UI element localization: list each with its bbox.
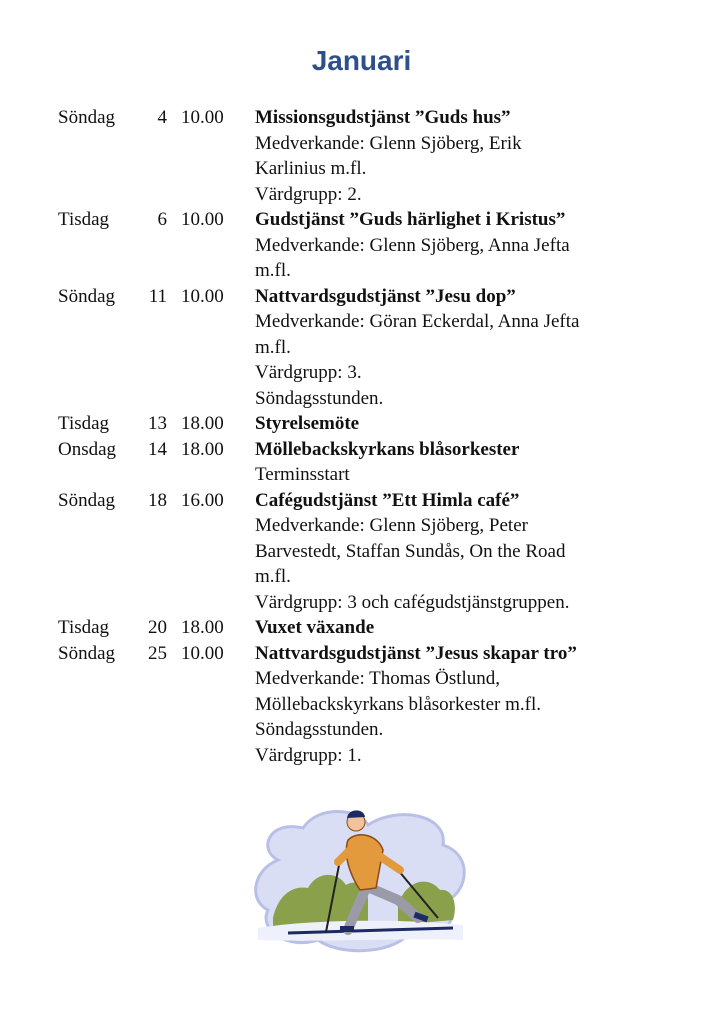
event-description (255, 437, 655, 488)
event-day: Söndag (58, 489, 115, 511)
event-description (255, 641, 655, 769)
event-row (0, 411, 723, 437)
event-day: Tisdag (58, 413, 110, 434)
event-description (255, 284, 655, 412)
event-day: Söndag (58, 642, 115, 664)
event-day: Onsdag (58, 438, 117, 460)
event-detail-line: m.fl. (255, 566, 291, 587)
event-detail-line: Möllebackskyrkans blåsorkester m.fl. (255, 693, 541, 715)
event-row (0, 207, 723, 284)
event-row (0, 488, 723, 616)
event-time: 10.00 (181, 107, 224, 128)
event-time: 10.00 (181, 642, 224, 664)
month-title: Januari (311, 45, 412, 76)
event-detail-line: Söndagsstunden. (255, 387, 384, 409)
event-detail-line: Barvestedt, Staffan Sundås, On the Road (255, 540, 566, 562)
event-date: 6 (157, 209, 167, 230)
event-detail-line: Medverkande: Glenn Sjöberg, Erik (255, 132, 522, 154)
event-time: 10.00 (181, 209, 224, 230)
event-title: Vuxet växande (255, 617, 375, 638)
event-detail-line: Medverkande: Glenn Sjöberg, Peter (255, 515, 528, 536)
event-detail-line: Värdgrupp: 2. (255, 183, 362, 205)
event-row (0, 615, 723, 641)
event-description (255, 411, 655, 437)
event-time: 18.00 (181, 617, 224, 638)
event-description (255, 488, 655, 616)
event-date: 20 (148, 617, 167, 638)
event-detail-line: Medverkande: Göran Eckerdal, Anna Jefta (255, 311, 580, 332)
cross-country-skier-icon (248, 800, 478, 960)
event-detail-line: Medverkande: Thomas Östlund, (255, 668, 501, 689)
event-detail-line: Värdgrupp: 3. (255, 362, 362, 383)
event-time: 16.00 (181, 489, 224, 511)
event-date: 4 (157, 107, 167, 128)
event-detail-line: Terminsstart (255, 464, 350, 485)
event-detail-line: Söndagsstunden. (255, 719, 384, 740)
event-date: 13 (148, 413, 167, 434)
event-time: 10.00 (181, 285, 224, 307)
event-description (255, 105, 655, 207)
event-day: Tisdag (58, 617, 110, 638)
event-date: 14 (148, 438, 167, 460)
event-row (0, 437, 723, 488)
event-detail-line: Värdgrupp: 1. (255, 744, 362, 766)
event-detail-line: Karlinius m.fl. (255, 158, 367, 179)
event-date: 11 (148, 285, 167, 307)
event-detail-line: m.fl. (255, 260, 291, 281)
event-row (0, 105, 723, 207)
event-title: Möllebackskyrkans blåsorkester (255, 438, 520, 460)
event-row (0, 284, 723, 412)
event-title: Cafégudstjänst ”Ett Himla café” (255, 489, 520, 511)
event-schedule (0, 105, 723, 768)
event-detail-line: Värdgrupp: 3 och cafégudstjänstgruppen. (255, 591, 570, 613)
event-date: 18 (148, 489, 167, 511)
event-title: Missionsgudstjänst ”Guds hus” (255, 107, 511, 128)
event-title: Gudstjänst ”Guds härlighet i Kristus” (255, 209, 566, 230)
event-description (255, 615, 655, 641)
boot-back (340, 926, 354, 932)
event-time: 18.00 (181, 413, 224, 434)
event-title: Styrelsemöte (255, 413, 360, 434)
event-date: 25 (148, 642, 167, 664)
event-detail-line: m.fl. (255, 336, 291, 358)
event-day: Söndag (58, 285, 115, 307)
event-time: 18.00 (181, 438, 224, 460)
event-day: Tisdag (58, 209, 110, 230)
event-detail-line: Medverkande: Glenn Sjöberg, Anna Jefta (255, 234, 570, 256)
event-row (0, 641, 723, 769)
event-title: Nattvardsgudstjänst ”Jesus skapar tro” (255, 642, 577, 664)
event-title: Nattvardsgudstjänst ”Jesu dop” (255, 285, 516, 307)
event-day: Söndag (58, 107, 115, 128)
event-description (255, 207, 655, 284)
